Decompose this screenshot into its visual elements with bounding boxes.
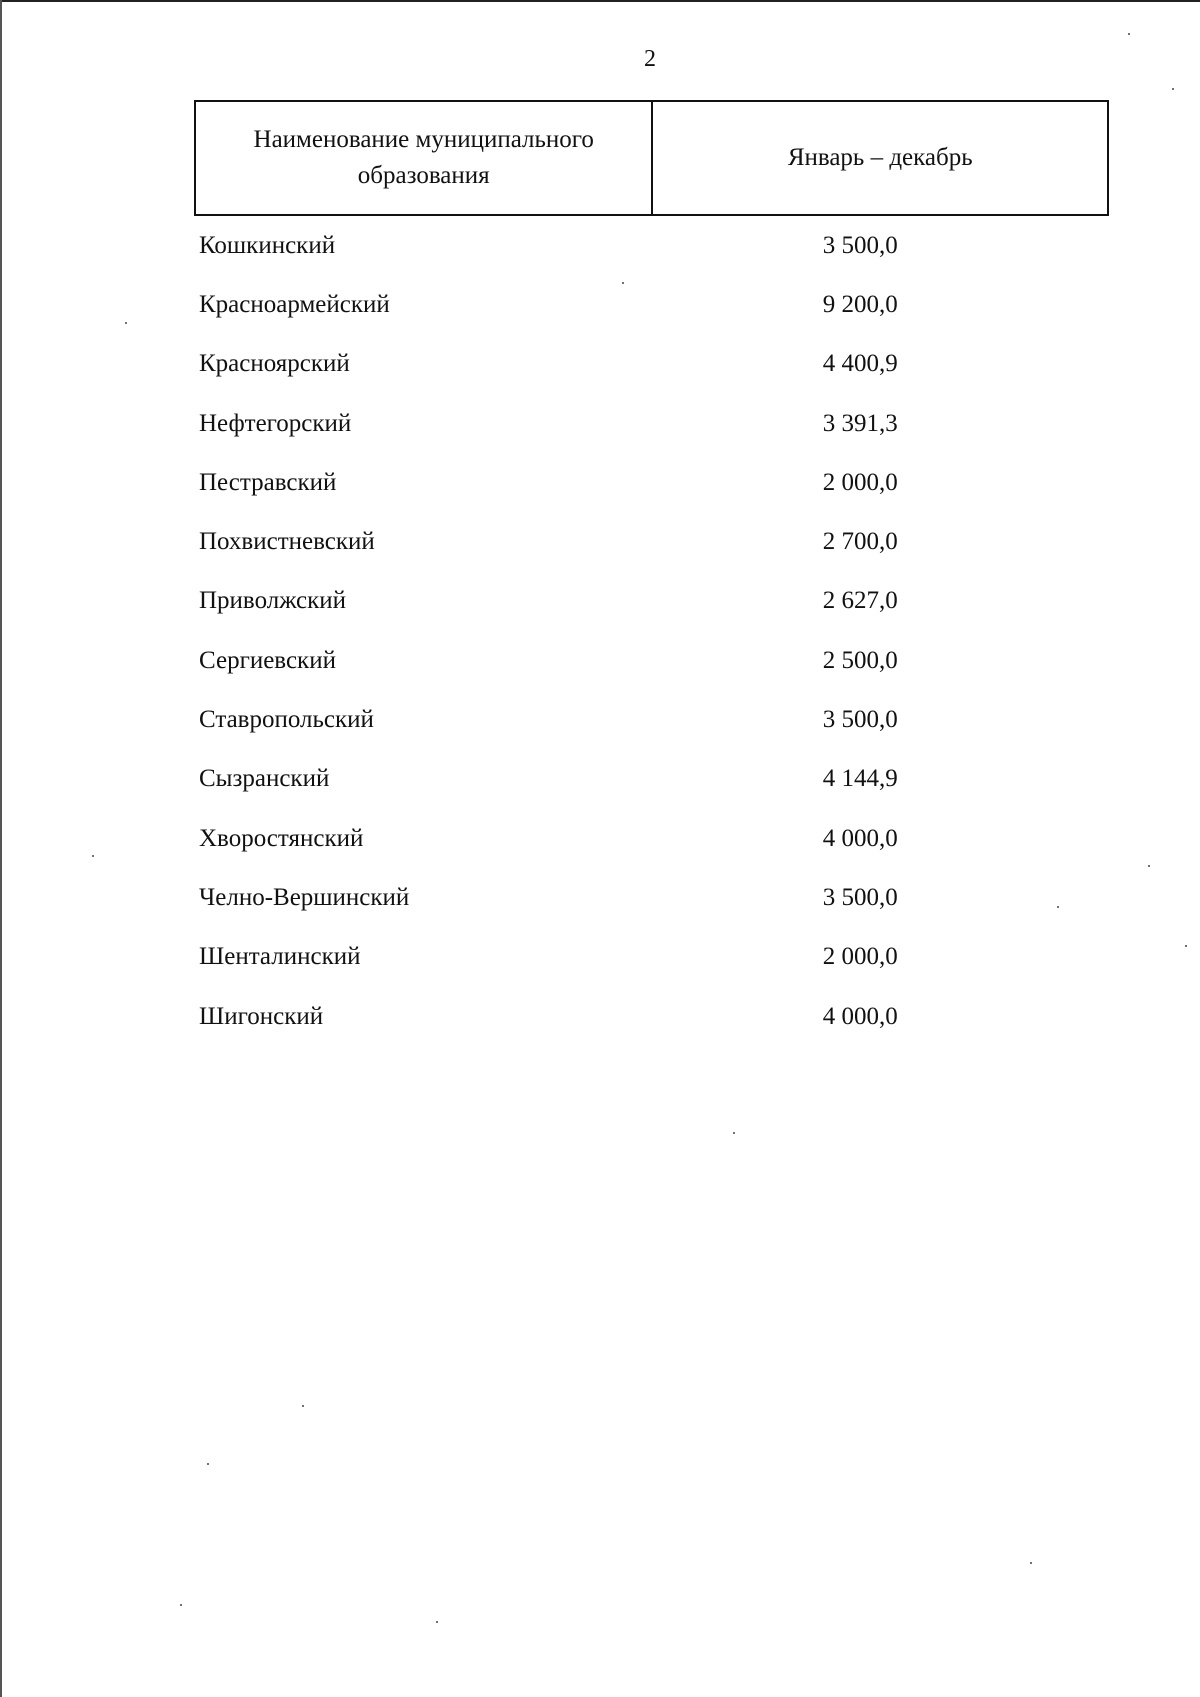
scan-speck xyxy=(1172,88,1174,90)
allocation-value: 4 000,0 xyxy=(822,1002,898,1030)
scan-speck xyxy=(1128,33,1130,35)
allocation-value: 3 391,3 xyxy=(822,409,898,437)
municipality-name: Приволжский xyxy=(199,587,347,615)
scan-speck xyxy=(436,1621,438,1623)
table-row xyxy=(195,275,1108,334)
table-row xyxy=(195,512,1108,571)
allocation-value: 4 000,0 xyxy=(822,824,898,852)
municipality-name: Кошкинский xyxy=(199,231,336,259)
page-number: 2 xyxy=(644,46,656,72)
scan-speck xyxy=(1148,865,1150,867)
municipality-name: Челно-Вершинский xyxy=(199,883,410,911)
allocation-value: 2 000,0 xyxy=(822,468,898,496)
municipality-name: Похвистневский xyxy=(199,528,375,556)
municipality-name: Красноярский xyxy=(199,350,350,378)
allocation-table xyxy=(194,100,1109,1046)
municipality-name: Сергиевский xyxy=(199,646,336,674)
allocation-value: 9 200,0 xyxy=(822,290,898,318)
allocation-value: 4 144,9 xyxy=(822,765,898,793)
scan-speck xyxy=(92,855,94,857)
allocation-value: 2 700,0 xyxy=(822,528,898,556)
municipality-name: Шенталинский xyxy=(199,943,361,971)
allocation-value: 2 000,0 xyxy=(822,943,898,971)
scan-speck xyxy=(302,1405,304,1407)
scan-speck xyxy=(207,1463,209,1465)
allocation-value: 3 500,0 xyxy=(822,706,898,734)
scan-border-top xyxy=(0,0,1200,2)
municipality-name: Хворостянский xyxy=(199,824,364,852)
table-row xyxy=(195,572,1108,631)
allocation-value: 3 500,0 xyxy=(822,883,898,911)
municipality-name: Сызранский xyxy=(199,765,330,793)
table-row xyxy=(195,453,1108,512)
table-row xyxy=(195,335,1108,394)
scan-border-left xyxy=(0,0,2,1697)
scan-speck xyxy=(125,322,127,324)
allocation-value: 4 400,9 xyxy=(822,350,898,378)
scan-speck xyxy=(1185,945,1187,947)
scan-speck xyxy=(733,1132,735,1134)
allocation-value: 2 500,0 xyxy=(822,646,898,674)
table-row xyxy=(195,631,1108,690)
allocation-value: 3 500,0 xyxy=(822,231,898,259)
table-row xyxy=(195,394,1108,453)
scan-speck xyxy=(1030,1562,1032,1564)
municipality-name: Красноармейский xyxy=(199,290,390,318)
municipality-name: Шигонский xyxy=(199,1002,324,1030)
table-row xyxy=(195,809,1108,868)
table-row xyxy=(195,987,1108,1046)
scan-speck xyxy=(180,1604,182,1606)
municipality-name: Ставропольский xyxy=(199,706,374,734)
column-header-municipality: Наименование муниципального образования xyxy=(195,101,652,215)
table-row xyxy=(195,868,1108,927)
column-header-period: Январь – декабрь xyxy=(652,101,1108,215)
table-header-row xyxy=(195,101,1108,215)
table-row xyxy=(195,928,1108,987)
municipality-name: Пестравский xyxy=(199,468,337,496)
table-row xyxy=(195,750,1108,809)
municipality-name: Нефтегорский xyxy=(199,409,352,437)
table-row xyxy=(195,690,1108,749)
table-row xyxy=(195,215,1108,275)
allocation-value: 2 627,0 xyxy=(822,587,898,615)
